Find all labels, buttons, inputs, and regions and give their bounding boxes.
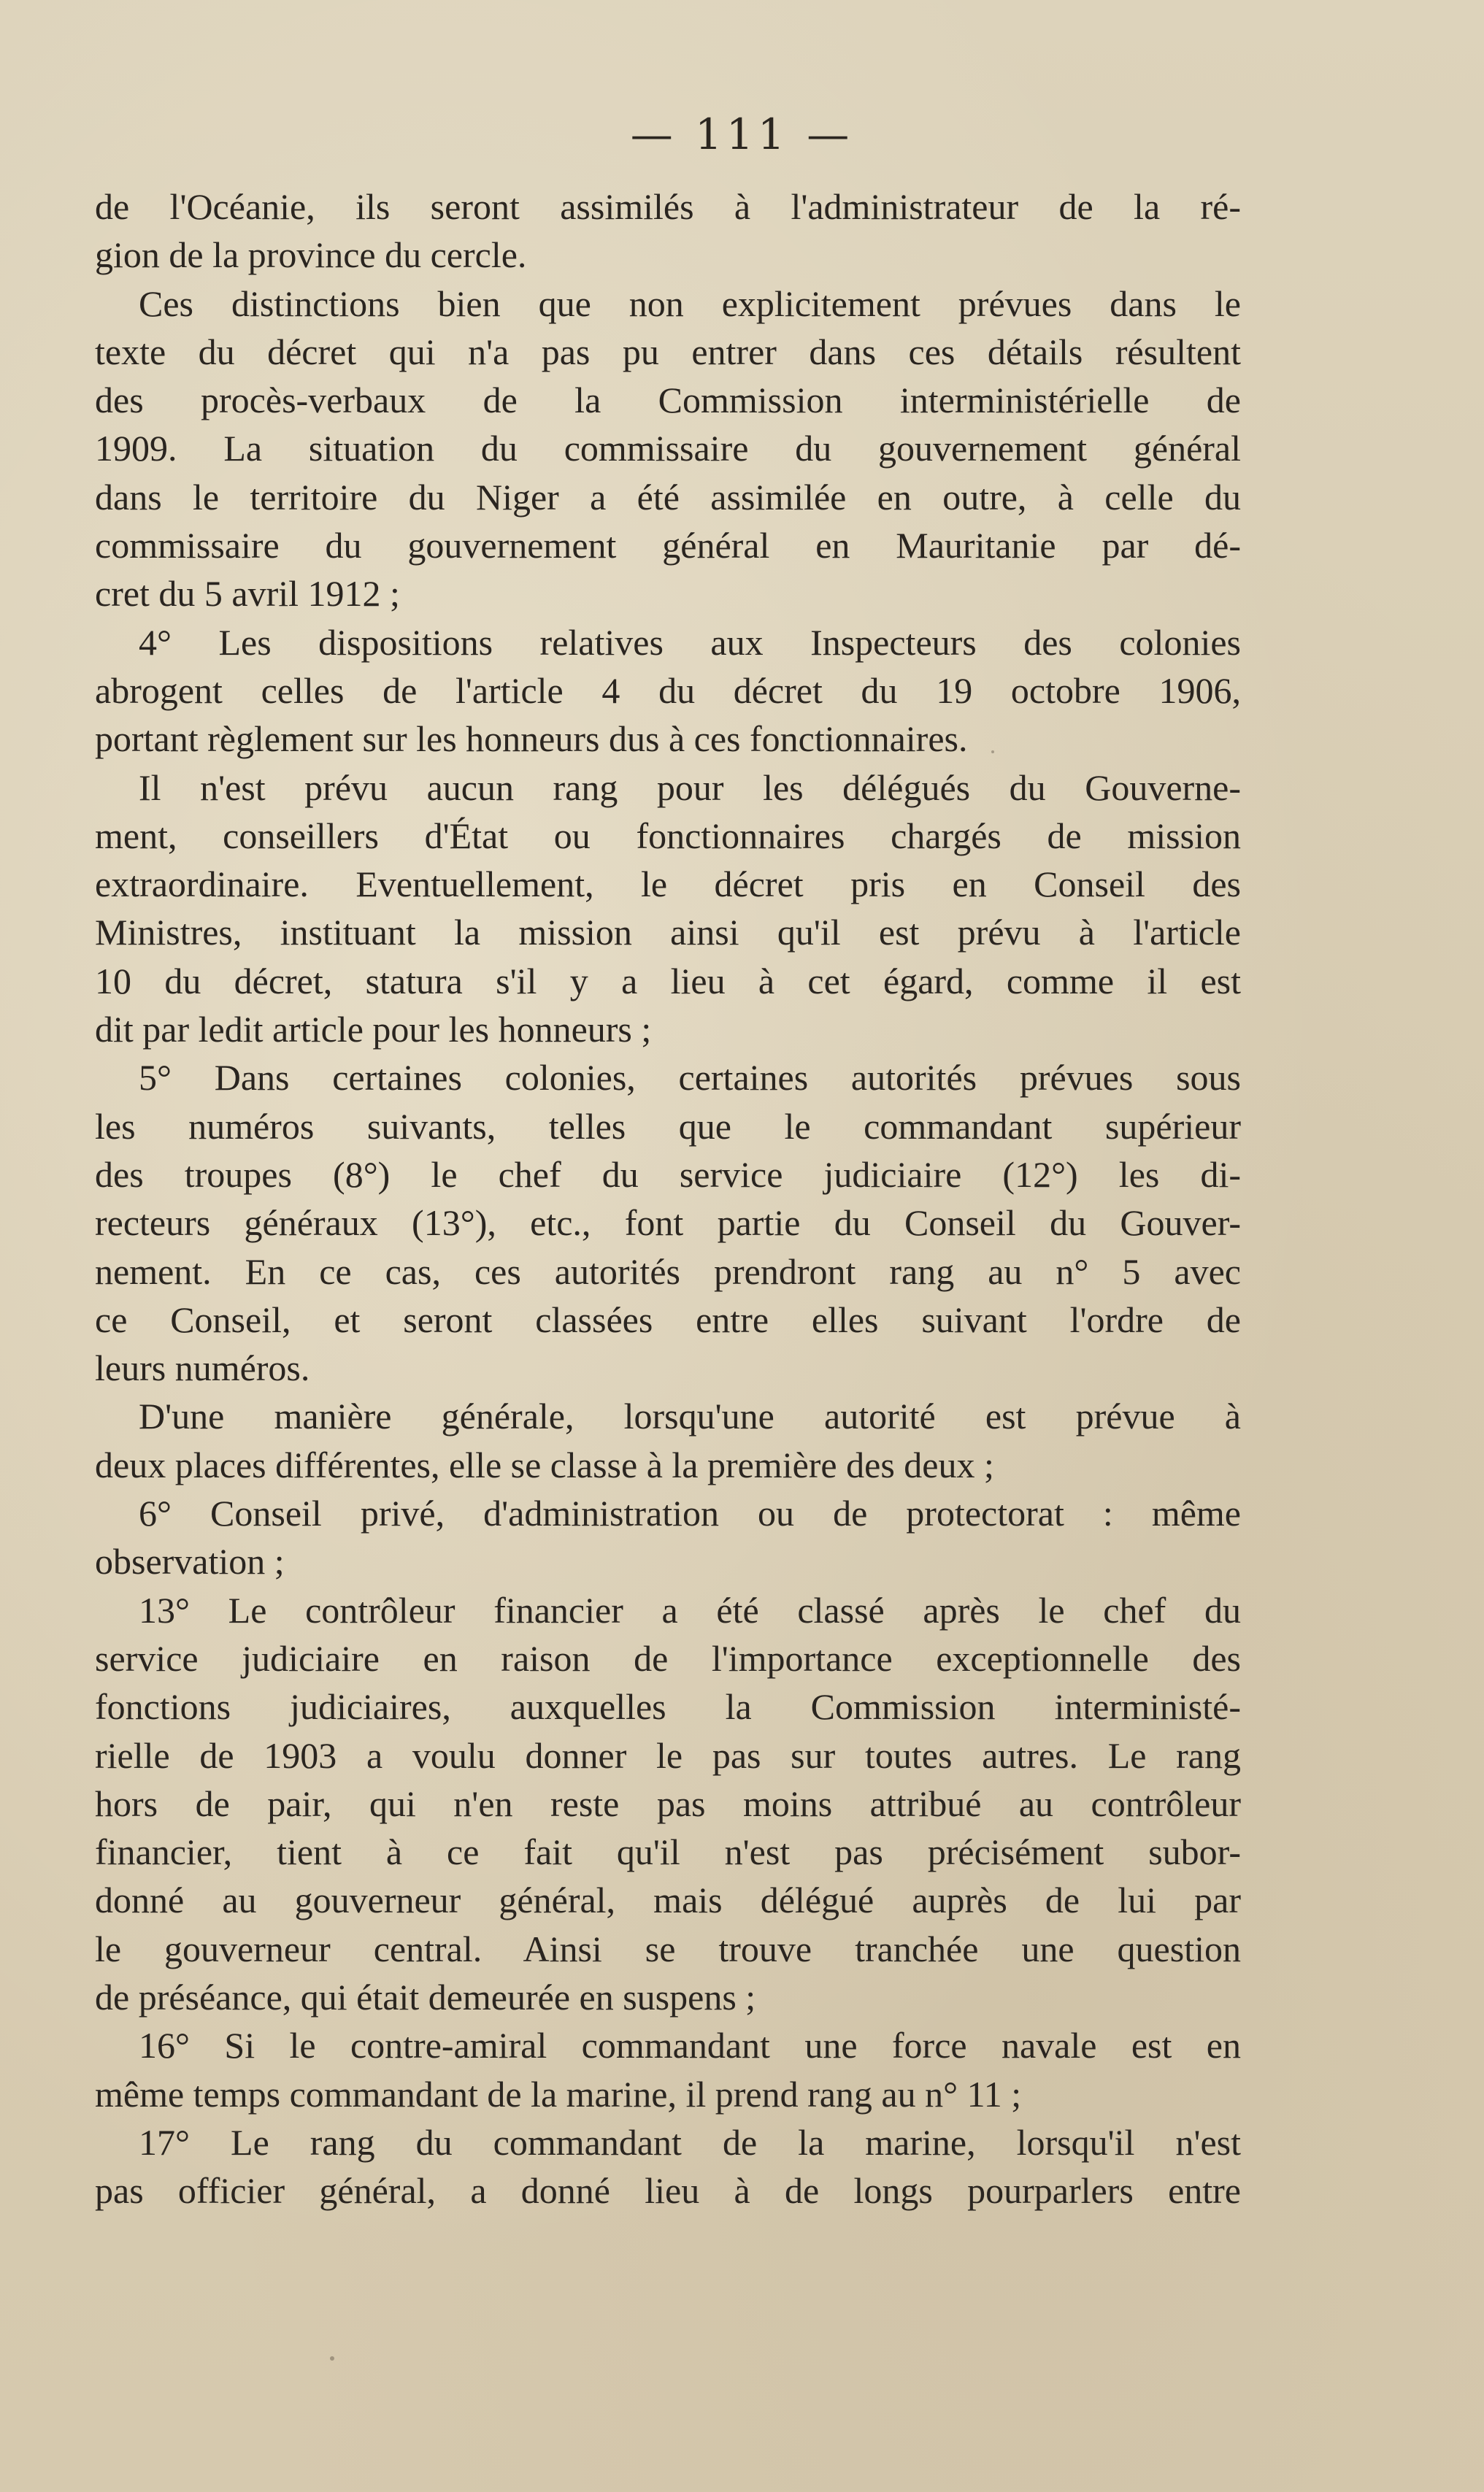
text-line: donné au gouverneur général, mais délégué auprès de lui par xyxy=(95,1880,1241,1921)
text-line: D'une manière générale, lorsqu'une autorité est prévue à xyxy=(139,1396,1241,1437)
text-line: commissaire du gouvernement général en Mauritanie par dé- xyxy=(95,525,1241,566)
text-line: 4° Les dispositions relatives aux Inspecteurs des colonies xyxy=(139,621,1241,663)
text-line: observation ; xyxy=(95,1541,285,1583)
text-line: même temps commandant de la marine, il prend rang au n° 11 ; xyxy=(95,2073,1022,2115)
text-line: 13° Le contrôleur financier a été classé après le chef du xyxy=(139,1589,1241,1631)
ink-speck xyxy=(330,2356,334,2361)
ink-speck xyxy=(991,750,994,753)
text-line: de préséance, qui était demeurée en suspens ; xyxy=(95,1976,756,2018)
text-line: texte du décret qui n'a pas pu entrer dans ces détails résultent xyxy=(95,331,1241,372)
text-line: 16° Si le contre-amiral commandant une force navale est en xyxy=(139,2025,1241,2066)
text-line: dit par ledit article pour les honneurs ; xyxy=(95,1009,652,1050)
text-line: 10 du décret, statura s'il y a lieu à cet égard, comme il est xyxy=(95,960,1241,1001)
text-line: recteurs généraux (13°), etc., font partie du Conseil du Gouver- xyxy=(95,1202,1241,1244)
text-line: rielle de 1903 a voulu donner le pas sur toutes autres. Le rang xyxy=(95,1734,1241,1776)
text-line: de l'Océanie, ils seront assimilés à l'administrateur de la ré- xyxy=(95,186,1241,227)
text-line: 5° Dans certaines colonies, certaines autorités prévues sous xyxy=(139,1057,1241,1099)
text-line: service judiciaire en raison de l'importance exceptionnelle des xyxy=(95,1637,1241,1679)
text-line: leurs numéros. xyxy=(95,1347,310,1389)
text-line: ment, conseillers d'État ou fonctionnaires chargés de mission xyxy=(95,815,1241,856)
text-line: extraordinaire. Eventuellement, le décret pris en Conseil des xyxy=(95,864,1241,905)
text-line: portant règlement sur les honneurs dus à ces fonctionnaires. xyxy=(95,718,968,760)
text-line: 17° Le rang du commandant de la marine, lorsqu'il n'est xyxy=(139,2121,1241,2163)
text-line: financier, tient à ce fait qu'il n'est pas précisément subor- xyxy=(95,1831,1241,1873)
text-line: abrogent celles de l'article 4 du décret du 19 octobre 1906, xyxy=(95,669,1241,711)
text-line: nement. En ce cas, ces autorités prendront rang au n° 5 avec xyxy=(95,1250,1241,1292)
text-line: dans le territoire du Niger a été assimilée en outre, à celle du xyxy=(95,476,1241,518)
text-line: pas officier général, a donné lieu à de longs pourparlers entre xyxy=(95,2170,1241,2212)
page-number: — 111 — xyxy=(630,109,854,159)
text-line: des troupes (8°) le chef du service judiciaire (12°) les di- xyxy=(95,1153,1241,1195)
text-line: gion de la province du cercle. xyxy=(95,234,527,276)
text-line: ce Conseil, et seront classées entre elles suivant l'ordre de xyxy=(95,1299,1241,1340)
text-line: fonctions judiciaires, auxquelles la Commission interministé- xyxy=(95,1686,1241,1728)
body-text xyxy=(95,182,1241,2215)
text-line: le gouverneur central. Ainsi se trouve tranchée une question xyxy=(95,1928,1241,1969)
text-line: 6° Conseil privé, d'administration ou de protectorat : même xyxy=(139,1493,1241,1534)
text-line: les numéros suivants, telles que le commandant supérieur xyxy=(95,1105,1241,1147)
text-line: deux places différentes, elle se classe à la première des deux ; xyxy=(95,1444,994,1485)
text-line: Ces distinctions bien que non explicitement prévues dans le xyxy=(139,282,1241,324)
text-line: hors de pair, qui n'en reste pas moins attribué au contrôleur xyxy=(95,1783,1241,1824)
text-line: 1909. La situation du commissaire du gouvernement général xyxy=(95,428,1241,469)
text-line: cret du 5 avril 1912 ; xyxy=(95,573,400,615)
text-line: Ministres, instituant la mission ainsi qu'il est prévu à l'article xyxy=(95,912,1241,953)
text-line: Il n'est prévu aucun rang pour les délégués du Gouverne- xyxy=(139,766,1241,808)
text-line: des procès-verbaux de la Commission interministérielle de xyxy=(95,380,1241,421)
